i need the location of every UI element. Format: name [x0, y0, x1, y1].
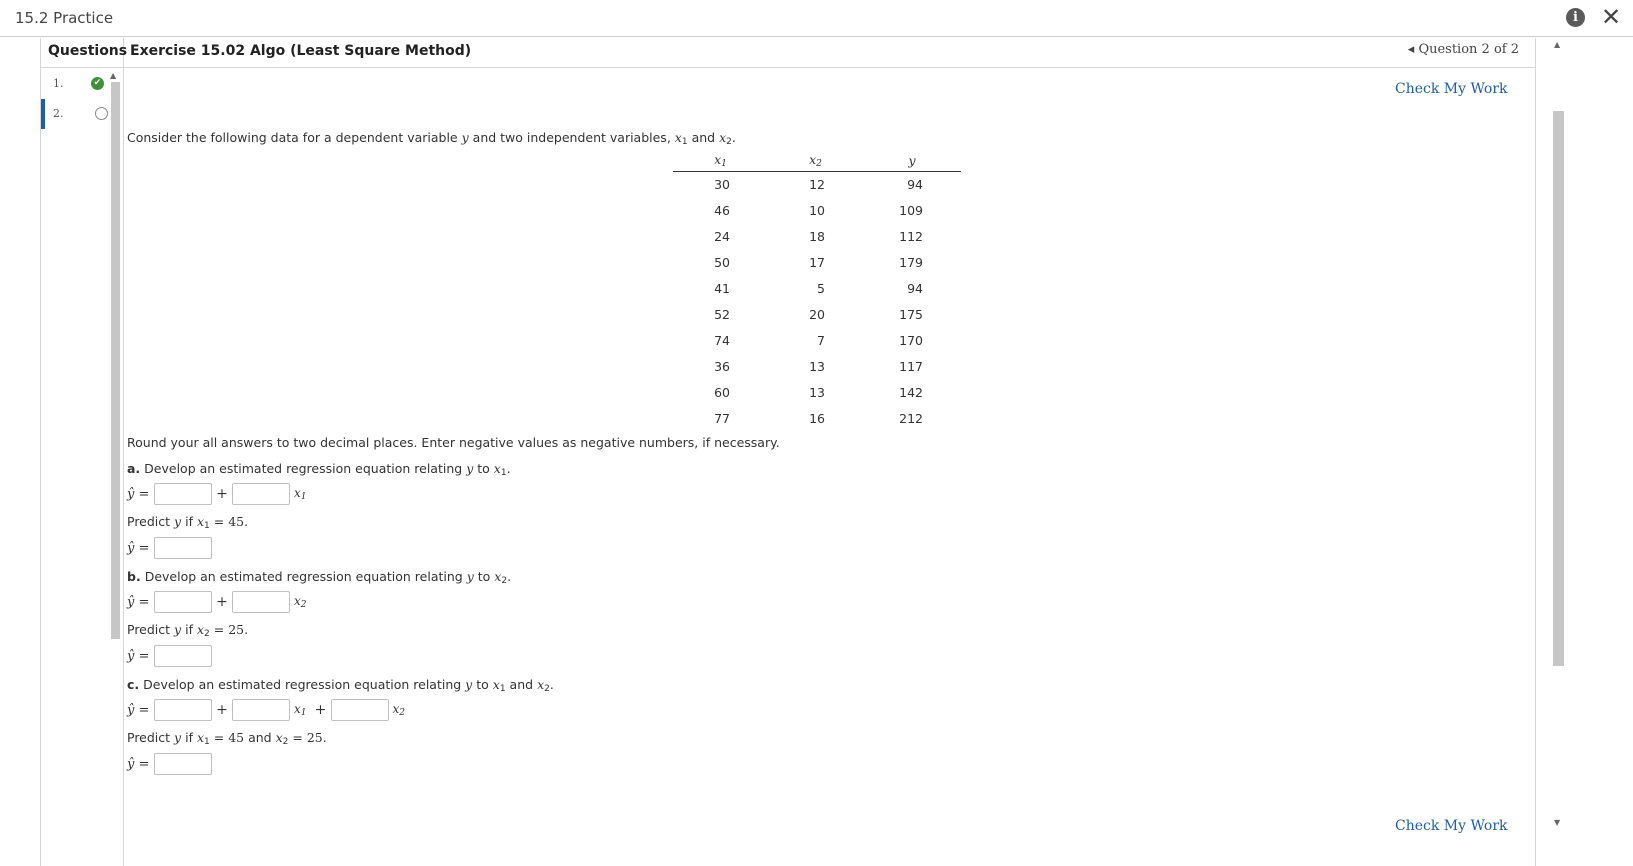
part-a-prompt: a. Develop an estimated regression equation relating y to $x_1$.: [127, 461, 511, 478]
close-icon[interactable]: ✕: [1601, 3, 1622, 31]
table-cell: 74: [714, 332, 730, 348]
table-cell: 52: [714, 306, 730, 322]
table-cell: 13: [809, 384, 825, 400]
part-b-prompt: b. Develop an estimated regression equation relating y to $x_2$.: [127, 569, 512, 586]
yhat-label: ŷ =: [127, 486, 150, 502]
yhat-label: ŷ =: [127, 648, 150, 664]
x2-label: $x_2$: [294, 594, 307, 610]
left-gutter: [0, 38, 41, 866]
question-item-2[interactable]: [41, 99, 107, 129]
yhat-label: ŷ =: [127, 756, 150, 772]
table-row: [673, 171, 961, 197]
c-slope-x1-input[interactable]: [232, 699, 290, 721]
answer-line-c: [127, 699, 409, 721]
title-bar: [0, 0, 1633, 37]
table-cell: 175: [899, 306, 923, 322]
table-row: [673, 405, 961, 431]
answer-line-a: [127, 483, 311, 505]
plus-sign: +: [314, 702, 327, 718]
page-scrollbar[interactable]: [1550, 38, 1567, 866]
predict-c-line: [127, 753, 212, 775]
c-slope-x2-input[interactable]: [331, 699, 389, 721]
x1-label: $x_1$: [294, 486, 307, 502]
table-row: [673, 223, 961, 249]
table-cell: 16: [809, 410, 825, 426]
b-intercept-input[interactable]: [154, 591, 212, 613]
sidebar-scrollbar[interactable]: [107, 69, 123, 866]
check-my-work-link-top[interactable]: Check My Work: [1395, 81, 1508, 97]
table-cell: 94: [907, 176, 923, 192]
table-cell: 24: [714, 228, 730, 244]
yhat-label: ŷ =: [127, 594, 150, 610]
page-scroll-thumb[interactable]: [1553, 111, 1564, 666]
table-cell: 13: [809, 358, 825, 374]
data-table: [673, 151, 961, 431]
table-cell: 142: [899, 384, 923, 400]
scroll-down-arrow-icon[interactable]: ▼: [1554, 818, 1561, 827]
table-cell: 112: [899, 228, 923, 244]
table-row: [673, 327, 961, 353]
question-number: 1.: [53, 77, 64, 90]
question-item-1[interactable]: [41, 69, 107, 99]
part-c-prompt: c. Develop an estimated regression equation relating y to $x_1$ and $x_2$.: [127, 677, 554, 694]
table-cell: 109: [899, 202, 923, 218]
predict-a-text: Predict y if $x_1 = 45$.: [127, 514, 249, 531]
table-cell: 77: [714, 410, 730, 426]
scroll-up-arrow-icon[interactable]: ▲: [110, 71, 117, 80]
table-cell: 212: [899, 410, 923, 426]
exercise-header: [124, 38, 1536, 68]
predict-c-text: Predict y if $x_1 = 45$ and $x_2 = 25$.: [127, 730, 327, 747]
table-cell: 7: [817, 332, 825, 348]
question-content: [124, 38, 1536, 866]
question-nav-link[interactable]: ◂ Question 2 of 2: [1407, 42, 1519, 57]
col-header-x2: $x_2$: [768, 151, 863, 171]
plus-sign: +: [216, 594, 228, 610]
table-cell: 17: [809, 254, 825, 270]
yhat-label: ŷ =: [127, 702, 150, 718]
b-prediction-input[interactable]: [154, 645, 212, 667]
table-row: [673, 353, 961, 379]
a-slope-x1-input[interactable]: [232, 483, 290, 505]
instructions: Round your all answers to two decimal places. Enter negative values as negative numbers, if necessary.: [127, 435, 780, 450]
plus-sign: +: [216, 486, 228, 502]
x1-label: $x_1$: [294, 702, 307, 718]
table-cell: 46: [714, 202, 730, 218]
table-cell: 60: [714, 384, 730, 400]
answer-line-b: [127, 591, 311, 613]
content-divider: [1535, 68, 1536, 866]
a-prediction-input[interactable]: [154, 537, 212, 559]
check-complete-icon: ✔: [91, 77, 104, 90]
col-header-y: y: [863, 151, 961, 171]
c-prediction-input[interactable]: [154, 753, 212, 775]
table-cell: 5: [817, 280, 825, 296]
table-cell: 30: [714, 176, 730, 192]
table-cell: 10: [809, 202, 825, 218]
questions-panel: [41, 38, 128, 866]
table-cell: 179: [899, 254, 923, 270]
col-header-x1: $x_1$: [673, 151, 768, 171]
predict-b-text: Predict y if $x_2 = 25$.: [127, 622, 249, 639]
scroll-up-arrow-icon[interactable]: ▲: [1554, 40, 1561, 49]
table-cell: 36: [714, 358, 730, 374]
questions-header: Questions: [41, 38, 123, 68]
table-cell: 50: [714, 254, 730, 270]
table-cell: 117: [899, 358, 923, 374]
predict-b-line: [127, 645, 212, 667]
yhat-label: ŷ =: [127, 540, 150, 556]
b-slope-x2-input[interactable]: [232, 591, 290, 613]
window-title: 15.2 Practice: [15, 9, 114, 27]
table-cell: 18: [809, 228, 825, 244]
table-row: [673, 197, 961, 223]
check-my-work-link-bottom[interactable]: Check My Work: [1395, 818, 1508, 834]
x2-label: $x_2$: [392, 702, 406, 718]
table-row: [673, 301, 961, 327]
table-cell: 41: [714, 280, 730, 296]
a-intercept-input[interactable]: [154, 483, 212, 505]
question-number: 2.: [53, 107, 64, 120]
c-intercept-input[interactable]: [154, 699, 212, 721]
predict-a-line: [127, 537, 212, 559]
table-cell: 170: [899, 332, 923, 348]
sidebar-scroll-thumb[interactable]: [111, 82, 120, 639]
info-icon[interactable]: i: [1566, 8, 1585, 27]
table-cell: 12: [809, 176, 825, 192]
plus-sign: +: [216, 702, 228, 718]
table-row: [673, 379, 961, 405]
table-cell: 20: [809, 306, 825, 322]
intro-text: Consider the following data for a dependent variable y and two independent variables, $x_1$ and $x_2$.: [127, 130, 736, 147]
exercise-title: Exercise 15.02 Algo (Least Square Method): [130, 43, 472, 59]
table-cell: 94: [907, 280, 923, 296]
table-row: [673, 249, 961, 275]
table-row: [673, 275, 961, 301]
